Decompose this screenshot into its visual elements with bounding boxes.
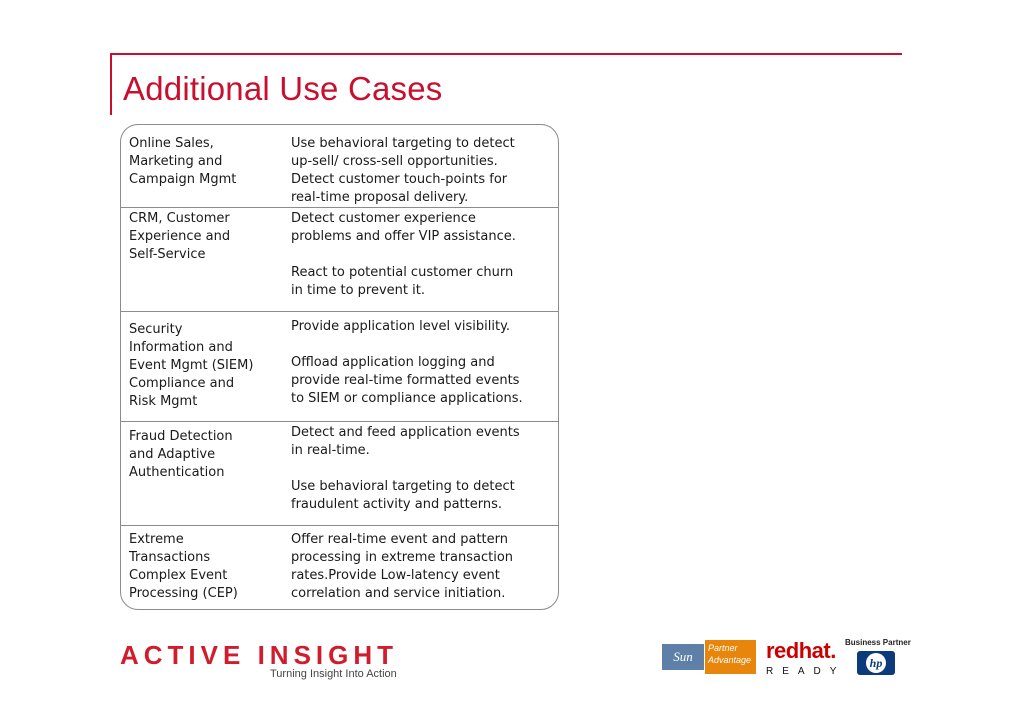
- category-siem: Security Information and Event Mgmt (SIEM) Compliance and Risk Mgmt: [129, 322, 254, 409]
- description-fraud-detection: Detect and feed application events in real-time. Use behavioral targeting to detect fraudulent activity and patterns.: [291, 425, 520, 512]
- frame-top-rule: [110, 53, 902, 55]
- row-divider: [121, 311, 558, 312]
- redhat-ready-logo: [766, 638, 845, 677]
- redhat-wordmark: redhat.: [766, 638, 836, 663]
- partner-advantage-label: Partner Advantage: [705, 640, 756, 674]
- hp-mark: hp: [866, 653, 886, 673]
- description-crm: Detect customer experience problems and offer VIP assistance. React to potential customer churn in time to prevent it.: [291, 211, 516, 298]
- hp-logo-box: [857, 651, 895, 675]
- sun-logo-mark: Sun: [662, 644, 704, 670]
- hp-business-partner-logo: [845, 638, 911, 675]
- brand-tagline: Turning Insight Into Action: [270, 668, 397, 680]
- category-online-sales: Online Sales, Marketing and Campaign Mgmt: [129, 136, 237, 187]
- slide-title: Additional Use Cases: [123, 70, 443, 107]
- use-case-table: [120, 124, 559, 610]
- brand-name: ACTIVE INSIGHT: [120, 640, 399, 670]
- description-siem: Provide application level visibility. Offload application logging and provide real-time formatted events to SIEM or compliance applications.: [291, 319, 523, 406]
- active-insight-logo: [120, 640, 399, 680]
- row-divider: [121, 207, 558, 208]
- category-fraud-detection: Fraud Detection and Adaptive Authentication: [129, 429, 233, 480]
- description-cep: Offer real-time event and pattern processing in extreme transaction rates.Provide Low-latency event correlation and service initiation.: [291, 532, 514, 601]
- frame-left-rule: [110, 53, 112, 115]
- row-divider: [121, 525, 558, 526]
- category-cep: Extreme Transactions Complex Event Processing (CEP): [129, 532, 238, 601]
- redhat-ready-label: READY: [766, 666, 846, 677]
- category-crm: CRM, Customer Experience and Self-Service: [129, 211, 231, 262]
- sun-partner-logo: [662, 640, 756, 674]
- description-online-sales: Use behavioral targeting to detect up-sell/ cross-sell opportunities. Detect customer touch-points for real-time proposal delivery.: [291, 136, 515, 205]
- business-partner-label: Business Partner: [845, 638, 911, 647]
- row-divider: [121, 421, 558, 422]
